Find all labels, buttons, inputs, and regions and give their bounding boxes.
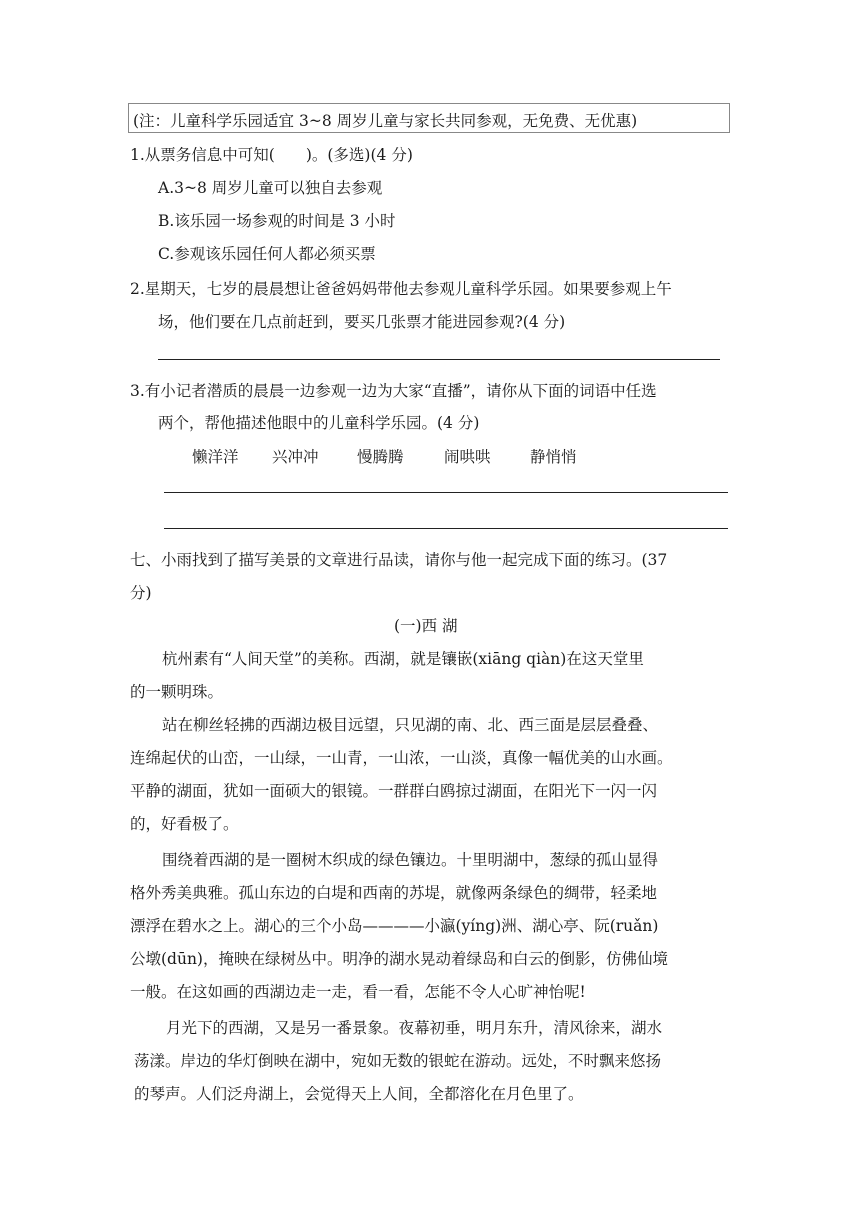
q1-stem: 1.从票务信息中可知( )。(多选)(4 分) <box>130 146 413 164</box>
q2-answer-line[interactable] <box>158 359 720 360</box>
section7-heading-line-2: 分) <box>130 584 152 602</box>
passage-line: 月光下的西湖，又是另一番景象。夜幕初垂，明月东升，清风徐来，湖水 <box>166 1019 663 1037</box>
q1-option-a: A.3~8 周岁儿童可以独自去参观 <box>158 179 383 197</box>
word-option: 静悄悄 <box>530 448 577 466</box>
passage-line: 杭州素有“人间天堂”的美称。西湖，就是镶嵌(xiāng qiàn)在这天堂里 <box>162 650 644 668</box>
word-option: 兴冲冲 <box>272 448 319 466</box>
passage-title: (一)西 湖 <box>394 617 458 635</box>
passage-line: 的琴声。人们泛舟湖上，会觉得天上人间，全都溶化在月色里了。 <box>134 1085 584 1103</box>
passage-line: 荡漾。岸边的华灯倒映在湖中，宛如无数的银蛇在游动。远处，不时飘来悠扬 <box>134 1052 662 1070</box>
passage-line: 公墩(dūn)，掩映在绿树丛中。明净的湖水晃动着绿岛和白云的倒影，仿佛仙境 <box>130 950 668 968</box>
q1-option-b: B.该乐园一场参观的时间是 3 小时 <box>158 212 396 230</box>
passage-line: 格外秀美典雅。孤山东边的白堤和西南的苏堤，就像两条绿色的绸带，轻柔地 <box>130 884 658 902</box>
passage-line: 站在柳丝轻拂的西湖边极目远望，只见湖的南、北、西三面是层层叠叠、 <box>162 716 659 734</box>
q2-line-1: 2.星期天，七岁的晨晨想让爸爸妈妈带他去参观儿童科学乐园。如果要参观上午 <box>130 280 672 298</box>
word-option: 慢腾腾 <box>357 448 404 466</box>
q2-line-2: 场，他们要在几点前赶到，要买几张票才能进园参观?(4 分) <box>158 313 566 331</box>
passage-line: 的一颗明珠。 <box>130 683 224 701</box>
q3-line-1: 3.有小记者潜质的晨晨一边参观一边为大家“直播”，请你从下面的词语中任选 <box>130 382 657 400</box>
passage-line: 围绕着西湖的是一圈树木织成的绿色镶边。十里明湖中，葱绿的孤山显得 <box>162 851 659 869</box>
passage-line: 的，好看极了。 <box>130 815 239 833</box>
passage-line: 连绵起伏的山峦，一山绿，一山青，一山浓，一山淡，真像一幅优美的山水画。 <box>130 749 673 767</box>
notice-text: (注：儿童科学乐园适宜 3~8 周岁儿童与家长共同参观，无免费、无优惠) <box>133 112 638 130</box>
word-option: 闹哄哄 <box>444 448 491 466</box>
q3-line-2: 两个，帮他描述他眼中的儿童科学乐园。(4 分) <box>158 414 480 432</box>
section7-heading-line-1: 七、小雨找到了描写美景的文章进行品读，请你与他一起完成下面的练习。(37 <box>130 551 668 569</box>
passage-line: 一般。在这如画的西湖边走一走，看一看，怎能不令人心旷神怡呢! <box>130 983 586 1001</box>
word-option: 懒洋洋 <box>192 448 239 466</box>
q3-answer-line-1[interactable] <box>164 492 728 493</box>
notice-box <box>128 103 730 133</box>
passage-line: 平静的湖面，犹如一面硕大的银镜。一群群白鸥掠过湖面，在阳光下一闪一闪 <box>130 782 658 800</box>
passage-line: 漂浮在碧水之上。湖心的三个小岛————小瀛(yíng)洲、湖心亭、阮(ruǎn) <box>130 917 659 935</box>
q3-answer-line-2[interactable] <box>164 528 728 529</box>
q1-option-c: C.参观该乐园任何人都必须买票 <box>158 245 376 263</box>
